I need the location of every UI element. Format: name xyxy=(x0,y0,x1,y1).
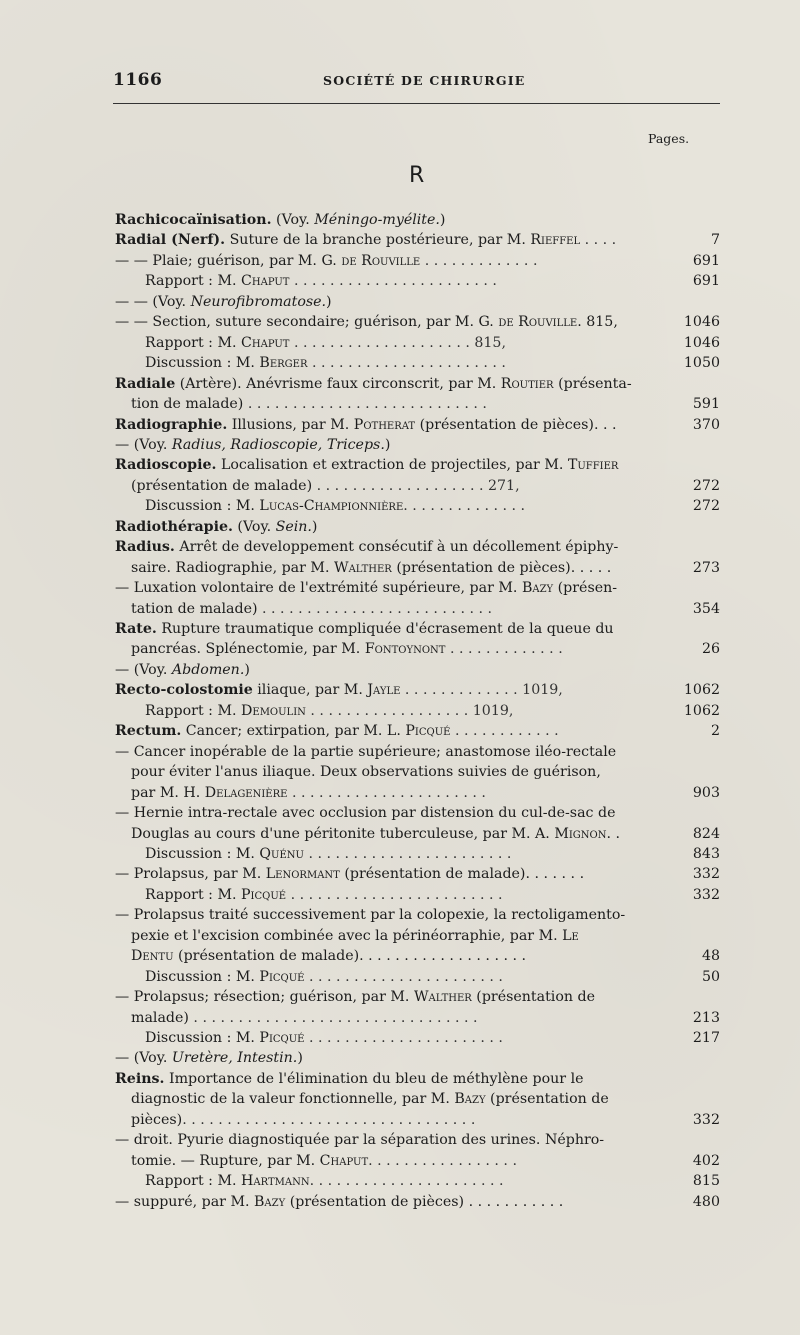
entry-segment: Walther xyxy=(413,989,472,1006)
entry-segment: . . . . xyxy=(580,232,617,249)
header-rule xyxy=(113,103,720,104)
entry-text xyxy=(115,517,720,537)
entry-segment: — Prolapsus, par M. xyxy=(115,866,266,883)
page-reference: 332 xyxy=(692,886,720,903)
entry-segment: — — Plaie; guérison, par M. G. xyxy=(115,252,342,269)
entry-text xyxy=(145,701,672,721)
entry-segment: Bazy xyxy=(454,1091,486,1108)
entry-text xyxy=(131,476,672,496)
entry-segment: . . . . . . . . . . . . . . . . . . 1019, xyxy=(305,702,514,719)
entry-segment: Rapport : M. xyxy=(145,1173,242,1190)
entry-segment: Méningo-myélite. xyxy=(314,212,440,228)
entry-segment: Discussion : M. xyxy=(145,355,260,372)
index-line xyxy=(145,885,720,905)
entry-segment: (présentation de pièces) . . . . . . . . . . . xyxy=(285,1193,564,1210)
entry-segment: Bazy xyxy=(254,1193,286,1210)
entry-segment: Potherat xyxy=(353,416,416,433)
index-line xyxy=(115,619,720,639)
index-line xyxy=(131,1089,720,1109)
index-line xyxy=(115,1130,720,1150)
entry-segment: par M. H. xyxy=(131,784,205,801)
entry-segment: Picqué xyxy=(259,1030,305,1046)
index-line xyxy=(115,374,720,394)
entry-segment: Berger xyxy=(259,355,308,372)
entry-segment: ) xyxy=(384,436,391,453)
entry-segment: Tuffier xyxy=(567,457,619,474)
entry-segment: Radius. xyxy=(115,539,175,556)
page-reference: 354 xyxy=(692,600,720,617)
entry-segment: (présen- xyxy=(553,580,618,597)
running-title: SOCIÉTÉ DE CHIRURGIE xyxy=(323,73,526,88)
entry-segment: Rapport : M. xyxy=(145,702,242,719)
entry-segment: Bazy xyxy=(521,580,554,597)
entry-segment: pancréas. Splénectomie, par M. xyxy=(131,641,365,658)
page-reference: 691 xyxy=(692,252,720,269)
entry-segment: pour éviter l'anus iliaque. Deux observations suivies de guérison, xyxy=(131,764,601,781)
entry-text xyxy=(131,558,672,578)
page-reference: 272 xyxy=(692,498,720,515)
page-reference: 332 xyxy=(692,1111,720,1128)
index-line xyxy=(115,210,720,230)
index-line xyxy=(131,558,720,578)
page-reference: 1062 xyxy=(683,702,720,719)
page-reference: 1050 xyxy=(683,355,720,372)
entry-segment: Douglas au cours d'une péritonite tuberculeuse, par M. A. xyxy=(131,825,555,842)
entry-segment: Radioscopie. xyxy=(115,457,217,474)
entry-text xyxy=(131,1151,672,1171)
index-line xyxy=(115,312,720,332)
index-line xyxy=(131,1151,720,1171)
entry-text xyxy=(131,783,672,803)
entry-segment: Localisation et extraction de projectiles, par M. xyxy=(216,457,568,474)
entry-segment: (présentation de xyxy=(471,989,595,1006)
entry-text xyxy=(131,1008,672,1028)
entry-segment: Reins. xyxy=(115,1070,165,1087)
entry-text xyxy=(131,1089,720,1109)
index-line xyxy=(145,353,720,373)
entry-segment: . . . . . . . . . . . . . 1019, xyxy=(400,682,563,699)
index-line xyxy=(131,1008,720,1028)
entry-segment: pexie et l'excision combinée avec la périnéorraphie, par M. xyxy=(131,927,563,944)
entry-segment: saire. Radiographie, par M. xyxy=(131,559,334,576)
entry-segment: malade) xyxy=(131,1009,189,1026)
entry-segment: — (Voy. xyxy=(115,661,172,678)
page-reference: 273 xyxy=(692,559,720,576)
entry-text xyxy=(131,599,672,619)
entry-segment: . . . . . . . . . . . . . . . . . . . . . . xyxy=(309,1173,504,1190)
entry-segment: . . . . . . . . . . . . . . . . . . . . . . . . . . . xyxy=(243,396,487,413)
entry-segment: Quénu xyxy=(259,845,304,862)
entry-segment: Routier xyxy=(500,375,554,392)
entry-segment: ) xyxy=(244,661,250,678)
index-line xyxy=(145,1028,720,1048)
entry-segment: Mignon xyxy=(554,825,607,842)
entry-segment: ) xyxy=(326,293,332,310)
index-line xyxy=(131,394,720,414)
entry-text xyxy=(145,967,672,987)
entry-segment: — (Voy. xyxy=(115,1050,172,1067)
entry-text xyxy=(115,537,720,557)
entry-segment: Lenormant xyxy=(265,866,340,883)
entry-text xyxy=(115,312,672,332)
page-reference: 903 xyxy=(692,784,720,801)
index-line xyxy=(115,1192,720,1212)
entry-segment: . . . . . . . . . . . . . . . . . . . . . . . . . . . . . . . . . xyxy=(182,1111,476,1128)
entry-text xyxy=(131,1110,672,1130)
entry-segment: ) xyxy=(311,518,318,535)
entry-segment: . . . . . . . . . . . . . . . . . . . . . . . xyxy=(303,845,512,862)
entry-segment: . 815, xyxy=(577,314,618,331)
entry-segment: Jayle xyxy=(367,682,401,699)
entry-segment: . . . . . . . . . . . . . . . . . . . . . . xyxy=(304,968,503,985)
entry-segment: de Rouville xyxy=(341,252,421,269)
section-letter: R xyxy=(409,163,425,188)
entry-text xyxy=(115,1192,672,1212)
entry-segment: Picqué xyxy=(259,968,305,985)
entry-segment: . . . . . . . . . . . . . . . . . . . . 815, xyxy=(289,334,506,351)
index-line xyxy=(115,435,720,455)
entry-segment: Suture de la branche postérieure, par M. xyxy=(225,232,531,249)
entry-text xyxy=(145,885,672,905)
entry-segment: (Artère). Anévrisme faux circonscrit, par M. xyxy=(175,375,501,392)
entry-text xyxy=(131,762,720,782)
entry-text xyxy=(115,680,672,700)
index-line xyxy=(145,701,720,721)
entry-segment: Sein. xyxy=(275,518,312,535)
index-line xyxy=(115,292,720,312)
entry-text xyxy=(115,803,720,823)
entry-segment: — Luxation volontaire de l'extrémité supérieure, par M. xyxy=(115,580,522,597)
entry-segment: Importance de l'élimination du bleu de méthylène pour le xyxy=(164,1070,584,1087)
index-line xyxy=(145,271,720,291)
entry-segment: Illusions, par M. xyxy=(227,416,354,433)
entry-segment: . . . . . . . . . . . . . . . . . . . . . . xyxy=(287,784,486,801)
index-line xyxy=(115,905,720,925)
entry-text xyxy=(115,742,720,762)
entry-segment: (Voy. xyxy=(271,212,315,228)
index-line xyxy=(131,639,720,659)
index-line xyxy=(115,537,720,557)
entry-text xyxy=(115,1130,720,1150)
entry-text xyxy=(131,946,672,966)
entry-segment: tation de malade) xyxy=(131,600,258,617)
entry-segment: Lucas-Championnière xyxy=(259,498,404,515)
index-line xyxy=(115,230,720,250)
index-line xyxy=(115,742,720,762)
entry-text xyxy=(115,660,720,680)
entry-segment: (présentation de malade). . . . . . . xyxy=(339,866,585,883)
entry-segment: . . . . . . . . . . . . . . . . . . . 271, xyxy=(312,477,520,494)
entry-segment: . . . . . . . . . . . . . xyxy=(445,641,563,658)
entry-segment: Discussion : M. xyxy=(145,845,260,862)
entry-segment: Rate. xyxy=(115,621,157,637)
entry-segment: Rapport : M. xyxy=(145,334,242,351)
entry-text xyxy=(145,353,672,373)
pages-column-label: Pages. xyxy=(648,131,690,146)
entry-segment: . . . . . . . . . . . . . . . . . . . . . . . xyxy=(289,273,497,290)
entry-segment: Radiale xyxy=(115,375,176,392)
index-line xyxy=(131,946,720,966)
page-reference: 272 xyxy=(692,477,720,494)
entry-text xyxy=(145,1171,672,1191)
page-reference: 824 xyxy=(692,825,720,842)
entry-text xyxy=(115,1048,720,1068)
entry-segment: (Voy. xyxy=(232,518,276,535)
index-line xyxy=(131,599,720,619)
entry-segment: — — (Voy. xyxy=(115,293,191,310)
index-line xyxy=(115,415,720,435)
index-line xyxy=(115,1069,720,1089)
entry-text xyxy=(115,415,672,435)
index-line xyxy=(115,987,720,1007)
index-line xyxy=(131,824,720,844)
entry-segment: Radiothérapie. xyxy=(115,518,233,535)
page-reference: 7 xyxy=(710,232,720,249)
entry-text xyxy=(115,230,672,250)
page-reference: 2 xyxy=(710,723,720,740)
entry-segment: — — Section, suture secondaire; guérison, par M. G. xyxy=(115,314,499,331)
entry-segment: Rieffel xyxy=(530,232,581,249)
entry-segment: Abdomen. xyxy=(171,661,245,678)
page-reference: 402 xyxy=(692,1152,720,1169)
index-line xyxy=(115,251,720,271)
index-line xyxy=(115,660,720,680)
index-line xyxy=(131,476,720,496)
entry-segment: . . . . . . . . . . . . . . . . . . . . . . . . . . . . . . . . xyxy=(188,1009,478,1026)
entry-segment: Discussion : M. xyxy=(145,968,260,985)
entry-segment: — Prolapsus traité successivement par la colopexie, la rectoligamento- xyxy=(115,907,626,924)
entry-segment: tomie. — Rupture, par M. xyxy=(131,1152,320,1169)
entry-text xyxy=(145,496,672,516)
entry-text xyxy=(145,1028,672,1048)
entry-segment: Picqué xyxy=(405,723,451,740)
entry-text xyxy=(115,619,720,639)
index-line xyxy=(115,680,720,700)
entry-segment: Le xyxy=(562,927,579,944)
entry-segment: ) xyxy=(439,212,446,228)
index-line xyxy=(145,496,720,516)
index-line xyxy=(145,967,720,987)
page-reference: 213 xyxy=(692,1009,720,1026)
entry-text xyxy=(115,1069,720,1089)
index-line xyxy=(115,1048,720,1068)
entry-segment: Fontoynont xyxy=(364,641,446,658)
entry-segment: Radius, Radioscopie, Triceps. xyxy=(171,436,385,453)
page-reference: 480 xyxy=(692,1193,720,1210)
index-line xyxy=(115,721,720,741)
entry-segment: Arrêt de developpement consécutif à un décollement épiphy- xyxy=(174,539,619,556)
page-reference: 26 xyxy=(701,641,720,658)
page-reference: 48 xyxy=(701,948,720,965)
entry-segment: Chaput xyxy=(319,1152,369,1169)
entry-segment: . . . . . . . . . . . . . . . . . . . . . . . . . . xyxy=(257,600,493,617)
index-line xyxy=(131,1110,720,1130)
entry-segment: Discussion : M. xyxy=(145,1030,260,1046)
entry-segment: Uretère, Intestin. xyxy=(171,1050,298,1067)
index-line xyxy=(115,517,720,537)
index-line xyxy=(131,783,720,803)
entry-segment: Rapport : M. xyxy=(145,886,242,903)
entry-segment: . . . . . . . . . . . . . xyxy=(420,252,538,269)
entry-segment: Rapport : M. xyxy=(145,273,242,290)
entry-segment: Delagenière xyxy=(204,784,288,801)
entry-segment: Hartmann xyxy=(241,1173,310,1190)
entry-text xyxy=(131,639,672,659)
entry-segment: — suppuré, par M. xyxy=(115,1193,254,1210)
entry-text xyxy=(131,926,720,946)
entry-segment: . . . . . . . . . . . . . . . . . . . . . . . . xyxy=(286,886,503,903)
entry-segment: (présentation de pièces). . . xyxy=(415,416,617,433)
entry-segment: — Cancer inopérable de la partie supérieure; anastomose iléo-rectale xyxy=(115,743,617,760)
entry-segment: (présentation de pièces). . . . . xyxy=(391,559,612,576)
page-reference: 591 xyxy=(692,396,720,413)
page-reference: 1062 xyxy=(683,682,720,699)
entry-segment: — (Voy. xyxy=(115,436,172,453)
entry-segment: . . . . . . . . . . . . xyxy=(450,723,559,740)
entry-segment: Discussion : M. xyxy=(145,498,260,515)
entry-segment: . . xyxy=(606,825,621,842)
entry-segment: (présentation de malade) xyxy=(131,477,313,494)
entry-segment: — Hernie intra-rectale avec occlusion par distension du cul-de-sac de xyxy=(115,805,616,822)
page-header xyxy=(113,70,720,94)
entry-text xyxy=(145,333,672,353)
index-line xyxy=(145,844,720,864)
entry-text xyxy=(131,824,672,844)
entry-segment: de Rouville xyxy=(498,314,578,331)
entry-segment: — droit. Pyurie diagnostiquée par la séparation des urines. Néphro- xyxy=(115,1132,605,1149)
entry-segment: Picqué xyxy=(241,886,287,903)
page-reference: 370 xyxy=(692,416,720,433)
entry-text xyxy=(115,374,720,394)
entry-segment: (présenta- xyxy=(553,375,632,392)
page-reference: 691 xyxy=(692,273,720,290)
entry-text xyxy=(115,987,720,1007)
entry-segment: (présentation de malade). . . . . . . . . . . . . . . . . . . xyxy=(173,948,527,965)
index-line xyxy=(115,864,720,884)
entry-segment: . . . . . . . . . . . . . . . . . xyxy=(368,1152,517,1169)
page-reference: 843 xyxy=(692,845,720,862)
entry-text xyxy=(115,435,720,455)
page-number: 1166 xyxy=(113,70,163,90)
entry-segment: Rupture traumatique compliquée d'écrasement de la queue du xyxy=(156,621,614,637)
entry-segment: Radial (Nerf). xyxy=(115,232,226,249)
entry-segment: tion de malade) xyxy=(131,396,244,413)
index-line xyxy=(145,333,720,353)
entry-text xyxy=(115,251,672,271)
entry-segment: pièces) xyxy=(131,1111,183,1128)
entry-segment: (présentation de xyxy=(485,1091,609,1108)
page-reference: 1046 xyxy=(683,334,720,351)
page-reference: 815 xyxy=(692,1173,720,1190)
entry-text xyxy=(115,292,720,312)
entry-text xyxy=(115,905,720,925)
entry-segment: Radiographie. xyxy=(115,416,228,433)
entry-text xyxy=(115,864,672,884)
entry-segment: — Prolapsus; résection; guérison, par M. xyxy=(115,989,414,1006)
index-line xyxy=(145,1171,720,1191)
index-line xyxy=(115,455,720,475)
entry-segment: ) xyxy=(297,1050,303,1067)
entry-segment: Chaput xyxy=(241,334,290,351)
entry-segment: Walther xyxy=(333,559,392,576)
page-reference: 1046 xyxy=(683,314,720,331)
entry-text xyxy=(115,210,720,230)
entry-segment: iliaque, par M. xyxy=(252,682,368,699)
index-line xyxy=(115,803,720,823)
entry-segment: Neurofibromatose. xyxy=(190,293,327,310)
entry-segment: Chaput xyxy=(241,273,290,290)
entry-segment: . . . . . . . . . . . . . . xyxy=(403,498,526,515)
entry-segment: Rectum. xyxy=(115,723,182,740)
entry-text xyxy=(145,844,672,864)
index-line xyxy=(131,762,720,782)
entry-segment: Cancer; extirpation, par M. L. xyxy=(181,723,406,740)
entry-segment: Recto-colostomie xyxy=(115,682,253,699)
entry-text xyxy=(131,394,672,414)
index-line xyxy=(131,926,720,946)
entry-text xyxy=(115,721,672,741)
entry-segment: diagnostic de la valeur fonctionnelle, par M. xyxy=(131,1091,455,1108)
entry-segment: . . . . . . . . . . . . . . . . . . . . . . xyxy=(307,355,506,372)
entry-text xyxy=(145,271,672,291)
entry-segment: Dentu xyxy=(131,948,174,965)
entry-text xyxy=(115,578,720,598)
page-reference: 217 xyxy=(692,1030,720,1046)
entry-segment: . . . . . . . . . . . . . . . . . . . . . . xyxy=(304,1030,503,1046)
entry-text xyxy=(115,455,720,475)
page-reference: 50 xyxy=(701,968,720,985)
entry-segment: Rachicocaïnisation. xyxy=(115,212,272,228)
index-line xyxy=(115,578,720,598)
page-reference: 332 xyxy=(692,866,720,883)
entry-segment: Demoulin xyxy=(241,702,306,719)
